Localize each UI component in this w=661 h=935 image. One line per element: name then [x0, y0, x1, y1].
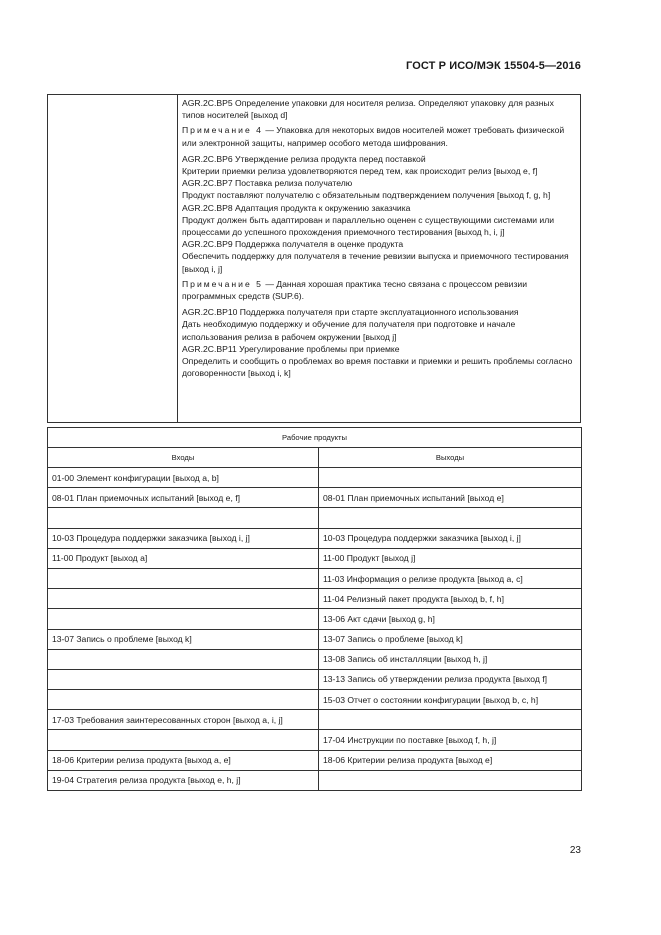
table-row [48, 669, 582, 689]
output-cell: 10-03 Процедура поддержки заказчика [выход i, j] [319, 528, 582, 548]
inputs-header: Входы [48, 448, 319, 468]
table-row [48, 730, 582, 750]
table-row [48, 488, 582, 508]
table-row [48, 508, 582, 528]
input-cell [48, 568, 319, 588]
practice-bp6-text: Критерии приемки релиза удовлетворяются перед тем, как происходит релиз [выход e, f] [182, 166, 538, 177]
outputs-header: Выходы [319, 448, 582, 468]
input-cell: 17-03 Требования заинтересованных сторон [выход a, i, j] [48, 710, 319, 730]
document-code: ГОСТ Р ИСО/МЭК 15504-5—2016 [406, 60, 581, 72]
table-row [48, 649, 582, 669]
output-cell: 18-06 Критерии релиза продукта [выход e] [319, 750, 582, 770]
note-5-text: — Данная хорошая практика тесно связана с процессом ревизии программных средств (SUP.6). [182, 278, 527, 302]
practice-bp10-text: Дать необходимую поддержку и обучение для получателя при подготовке и начале использования релиза в рабочем окружении [выход j] [182, 319, 516, 342]
practice-bp9-text: Обеспечить поддержку для получателя в течение ревизии выпуска и приемочного тестирования [выход i, j] [182, 251, 569, 274]
table-row [48, 548, 582, 568]
practice-bp5: AGR.2C.BP5 Определение упаковки для носителя релиза. Определяют упаковку для разных типов носителей [выход d] [182, 98, 554, 121]
input-cell [48, 690, 319, 710]
table-row [48, 710, 582, 730]
input-cell: 11-00 Продукт [выход a] [48, 548, 319, 568]
input-cell [48, 589, 319, 609]
input-cell [48, 669, 319, 689]
note-5-label: Примечание 5 [182, 278, 263, 289]
practice-bp10-title: AGR.2C.BP10 Поддержка получателя при старте эксплуатационного использования [182, 307, 519, 318]
practices-text-column [178, 95, 580, 379]
practice-bp7-title: AGR.2C.BP7 Поставка релиза получателю [182, 178, 353, 189]
page-number: 23 [569, 845, 581, 856]
input-cell: 19-04 Стратегия релиза продукта [выход e, h, j] [48, 770, 319, 790]
practice-bp7-text: Продукт поставляют получателю с обязательным подтверждением получения [выход f, g, h] [182, 190, 551, 201]
table-row [48, 609, 582, 629]
practice-bp8-text: Продукт должен быть адаптирован и параллельно оценен с существующими системами или процессами до успешного прохождения приемочного тестирования [выход h, i, j] [182, 214, 555, 238]
output-cell: 13-06 Акт сдачи [выход g, h] [319, 609, 582, 629]
note-5 [182, 278, 575, 302]
table-row [48, 770, 582, 790]
table-row [48, 589, 582, 609]
output-cell [319, 468, 582, 488]
output-cell: 17-04 Инструкции по поставке [выход f, h, j] [319, 730, 582, 750]
output-cell [319, 508, 582, 528]
table-row [48, 629, 582, 649]
input-cell: 10-03 Процедура поддержки заказчика [выход i, j] [48, 528, 319, 548]
note-4-label: Примечание 4 [182, 125, 263, 136]
note-4 [182, 124, 575, 148]
input-cell [48, 649, 319, 669]
table-row [48, 750, 582, 770]
output-cell: 11-00 Продукт [выход j] [319, 548, 582, 568]
input-cell [48, 730, 319, 750]
output-cell [319, 710, 582, 730]
practices-table [47, 94, 581, 423]
table-row [48, 528, 582, 548]
input-cell [48, 609, 319, 629]
practice-bp8-title: AGR.2C.BP8 Адаптация продукта к окружению заказчика [182, 202, 411, 213]
output-cell: 11-03 Информация о релизе продукта [выход a, c] [319, 568, 582, 588]
work-products-title: Рабочие продукты [48, 428, 582, 448]
work-products-table [47, 427, 582, 791]
practices-left-column [48, 95, 178, 422]
practice-bp11-text: Определить и сообщить о проблемах во время поставки и приемки и решить проблемы согласно договоренности [выход i, k] [182, 356, 573, 379]
table-row [48, 568, 582, 588]
output-cell [319, 770, 582, 790]
output-cell: 13-08 Запись об инсталляции [выход h, j] [319, 649, 582, 669]
input-cell [48, 508, 319, 528]
output-cell: 13-13 Запись об утверждении релиза продукта [выход f] [319, 669, 582, 689]
output-cell: 15-03 Отчет о состоянии конфигурации [выход b, c, h] [319, 690, 582, 710]
practice-bp6-title: AGR.2C.BP6 Утверждение релиза продукта перед поставкой [182, 153, 426, 164]
output-cell: 08-01 План приемочных испытаний [выход e] [319, 488, 582, 508]
input-cell: 08-01 План приемочных испытаний [выход e, f] [48, 488, 319, 508]
table-row [48, 690, 582, 710]
input-cell: 18-06 Критерии релиза продукта [выход a, e] [48, 750, 319, 770]
input-cell: 13-07 Запись о проблеме [выход k] [48, 629, 319, 649]
practice-bp11-title: AGR.2C.BP11 Урегулирование проблемы при приемке [182, 343, 400, 354]
output-cell: 13-07 Запись о проблеме [выход k] [319, 629, 582, 649]
note-4-text: — Упаковка для некоторых видов носителей может требовать физической или электронной защиты, например особого метода шифрования. [182, 125, 565, 148]
practice-bp9-title: AGR.2C.BP9 Поддержка получателя в оценке продукта [182, 239, 404, 250]
input-cell: 01-00 Элемент конфигурации [выход a, b] [48, 468, 319, 488]
table-row [48, 468, 582, 488]
output-cell: 11-04 Релизный пакет продукта [выход b, f, h] [319, 589, 582, 609]
